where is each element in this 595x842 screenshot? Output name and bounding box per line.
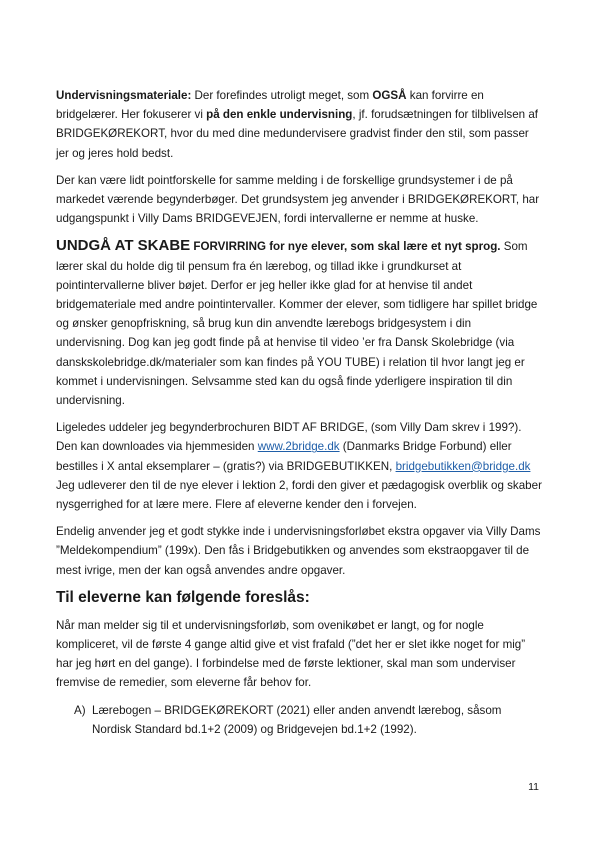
paragraph-undervisningsmateriale (56, 86, 542, 163)
paragraph-undgaa-forvirring (56, 236, 542, 410)
text-run: kan forvirre en bridgelærer. Her fokuserer vi (56, 89, 484, 122)
emphasis-ogsaa: OGSÅ (372, 89, 407, 102)
list-marker: A) (74, 703, 86, 717)
emphasis-enkle-undervisning: på den enkle undervisning (206, 108, 353, 122)
list-item-text: Lærebogen – BRIDGEKØREKORT (2021) eller anden anvendt lærebog, såsom Nordisk Standard bd.1+2 (2009) og Bridgevejen bd.1+2 (1992). (92, 703, 502, 736)
text-run: Som lærer skal du holde dig til pensum fra én lærebog, og tillad ikke i grundkurset at pointintervallerne bliver bøjet. Derfor er jeg heller ikke glad for at henvise til andet bridgemateriale med andre pointintervaller. Kommer der elever, som tidligere har spillet bridge og ønsker genopfriskning, så brug kun din anvendte lærebogs bridgesystem i din undervisning. Dog kan jeg godt finde på at henvise til video ’er fra Dansk Skolebridge (via danskskolebridge.dk/materialer som kan findes på YOU TUBE) i relation til hvor langt jeg er kommet i undervisningen. Selvsamme sted kan du også finde yderligere inspiration til din undervisning. (56, 240, 538, 408)
list-item (56, 701, 542, 739)
paragraph-lead: Undervisningsmateriale: (56, 89, 192, 102)
paragraph-meldekompendium: Endelig anvender jeg et godt stykke inde i undervisningsforløbet ekstra opgaver via Villy Dams ”Meldekompendium” (199x). Den fås i Bridgebutikken og anvendes som ekstraopgaver til de mest ivrige, men der kan også anvendes andre opgaver. (56, 525, 541, 577)
text-run: (Danmarks Bridge Forbund) eller bestilles i X antal eksemplarer – (gratis?) via BRIDGEBUTIKKEN, (56, 440, 512, 473)
paragraph-frafald: Når man melder sig til et undervisningsforløb, som ovenikøbet er langt, og for nogle kompliceret, vil de første 4 gange altid give et vist frafald (”det her er slet ikke noget for mig” har jeg hørt en del gange). I forbindelse med de første lektioner, skal man som underviser fremvise de remedier, som eleverne får behov for. (56, 618, 526, 690)
text-run: Der forefindes utroligt meget, som (191, 89, 373, 102)
page-number: 11 (528, 781, 539, 793)
link-bridgebutikken-email[interactable]: bridgebutikken@bridge.dk (395, 459, 531, 473)
paragraph-pointforskelle: Der kan være lidt pointforskelle for samme melding i de forskellige grundsystemer i de på markedet værende begynderbøger. Det grundsystem jeg anvender i BRIDGEKØREKORT, har udgangspunkt i Villy Dams BRIDGEVEJEN, fordi intervallerne er nemme at huske. (56, 173, 540, 226)
text-run: Jeg udleverer den til de nye elever i lektion 2, fordi den giver et pædagogisk overblik og skaber nysgerrighed for at lære mere. Flere af eleverne kender den i forvejen. (56, 478, 542, 512)
text-run: , jf. forudsætningen for tilblivelsen af BRIDGEKØREKORT, hvor du med dine medundervisere gradvist finder den stil, som passer jer og jeres hold bedst. (56, 108, 538, 160)
section-heading: Til eleverne kan følgende foreslås: (56, 588, 310, 606)
page-content (56, 86, 542, 739)
emphasis-forvirring: FORVIRRING for nye elever, som skal lære et nyt sprog. (190, 240, 501, 254)
paragraph-bidt-af-bridge (56, 418, 542, 514)
link-2bridge[interactable]: www.2bridge.dk (257, 440, 340, 454)
emphasis-undgaa: UNDGÅ AT SKABE (56, 237, 191, 255)
text-run: Ligeledes uddeler jeg begynderbrochuren BIDT AF BRIDGE, (som Villy Dam skrev i 199?). Den kan downloades via hjemmesiden (56, 421, 522, 454)
